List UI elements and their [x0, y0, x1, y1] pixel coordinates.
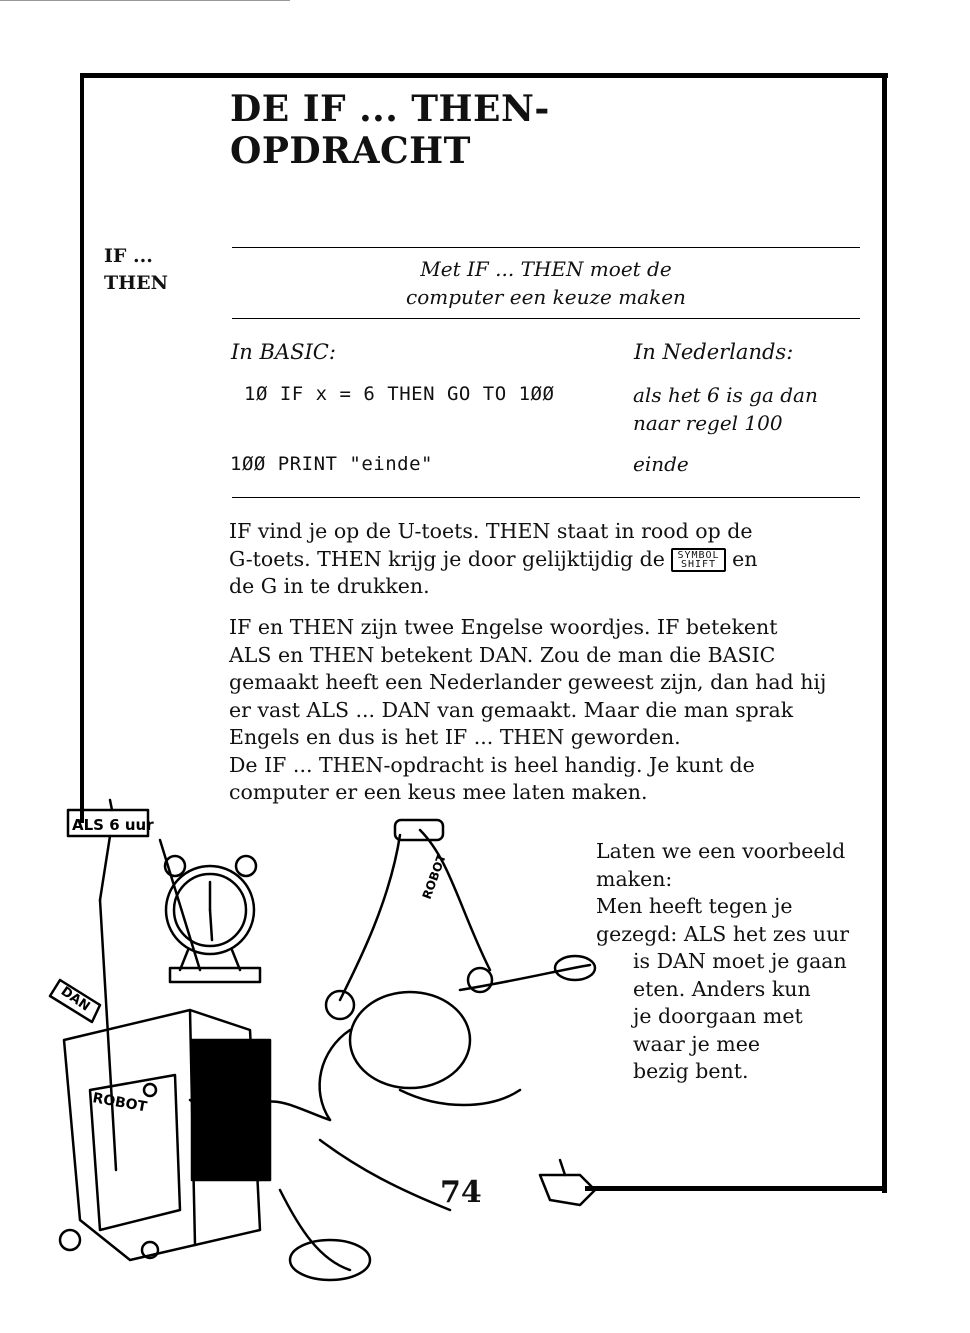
paragraph-example-line: je doorgaan met — [633, 1004, 803, 1028]
symbol-shift-key-top: SYMBOL — [677, 550, 720, 561]
basic-line-100: 1ØØ PRINT "einde" — [230, 453, 433, 475]
paragraph-example — [596, 838, 886, 1086]
column-header-dutch: In Nederlands: — [634, 340, 794, 364]
paragraph-example-line: waar je mee — [633, 1031, 761, 1056]
definition-line2: computer een keuze maken — [406, 285, 686, 309]
als-sign-text: ALS 6 uur — [72, 816, 154, 834]
definition-line1: Met IF ... THEN moet de — [420, 257, 672, 281]
top-edge-line — [0, 0, 290, 1]
margin-note-line1: IF ... — [104, 245, 153, 267]
paragraph-explanation-line: gemaakt heeft een Nederlander geweest zijn, dan had hij — [229, 670, 827, 694]
dutch-line-10-part2: naar regel 100 — [633, 411, 783, 435]
paragraph-explanation-line: ALS en THEN betekent DAN. Zou de man die BASIC — [229, 642, 776, 667]
dutch-line-100: einde — [633, 452, 689, 476]
character-head — [350, 992, 470, 1088]
table-rule-bottom — [232, 497, 860, 498]
robot-arm-text: ROBOT — [419, 852, 449, 902]
definition-rule-top — [232, 247, 860, 248]
frame-top-border — [80, 73, 888, 78]
page-title-line1: DE IF ... THEN- — [230, 88, 550, 130]
paragraph-example-line: maken: — [596, 866, 673, 891]
symbol-shift-key-bottom: SHIFT — [680, 559, 717, 570]
paragraph-example-line: Men heeft tegen je — [596, 894, 793, 918]
column-header-basic: In BASIC: — [231, 340, 336, 364]
paragraph-keys-line3: de G in te drukken. — [229, 574, 430, 598]
margin-note — [104, 243, 168, 297]
paragraph-example-line: gezegd: ALS het zes uur — [596, 921, 850, 946]
paragraph-explanation — [229, 614, 879, 807]
paragraph-explanation-line: er vast ALS ... DAN van gemaakt. Maar die man sprak — [229, 697, 794, 722]
paragraph-explanation-line: Engels en dus is het IF ... THEN geworden. — [229, 725, 681, 749]
paragraph-keys-line2 — [229, 546, 879, 574]
paragraph-keys-line2-before: G-toets. THEN krijg je door gelijktijdig de — [229, 546, 672, 571]
paragraph-example-line: is DAN moet je gaan — [633, 949, 847, 973]
paragraph-explanation-line: De IF ... THEN-opdracht is heel handig. Je kunt de — [229, 752, 755, 777]
definition-box — [232, 255, 860, 311]
page-title-line2: OPDRACHT — [230, 130, 471, 172]
margin-note-line2: THEN — [104, 272, 168, 294]
paragraph-keys-line1: IF vind je op de U-toets. THEN staat in rood op de — [229, 519, 753, 543]
definition-rule-bottom — [232, 318, 860, 319]
basic-line-10: 1Ø IF x = 6 THEN GO TO 1ØØ — [244, 383, 555, 405]
paragraph-example-line: eten. Anders kun — [633, 976, 811, 1001]
frame-bottom-border — [585, 1186, 887, 1191]
paragraph-explanation-line: IF en THEN zijn twee Engelse woordjes. IF betekent — [229, 615, 778, 639]
dutch-line-10 — [633, 381, 818, 437]
page-title — [230, 88, 550, 172]
paragraph-keys-line2-after: en — [725, 546, 758, 571]
frame-left-border — [80, 73, 84, 823]
paragraph-explanation-line: computer er een keus mee laten maken. — [229, 780, 648, 804]
robot-panel-text: ROBOT — [91, 1090, 149, 1116]
robot-cartoon-illustration — [20, 790, 610, 1330]
symbol-shift-key-icon — [671, 548, 725, 572]
dutch-line-10-part1: als het 6 is ga dan — [633, 383, 818, 407]
paragraph-example-line: Laten we een voorbeeld — [596, 839, 846, 863]
dan-flag-text: DAN — [57, 984, 93, 1015]
paragraph-example-line: bezig bent. — [633, 1059, 749, 1083]
paragraph-keys — [229, 518, 879, 601]
page-number: 74 — [440, 1175, 482, 1210]
